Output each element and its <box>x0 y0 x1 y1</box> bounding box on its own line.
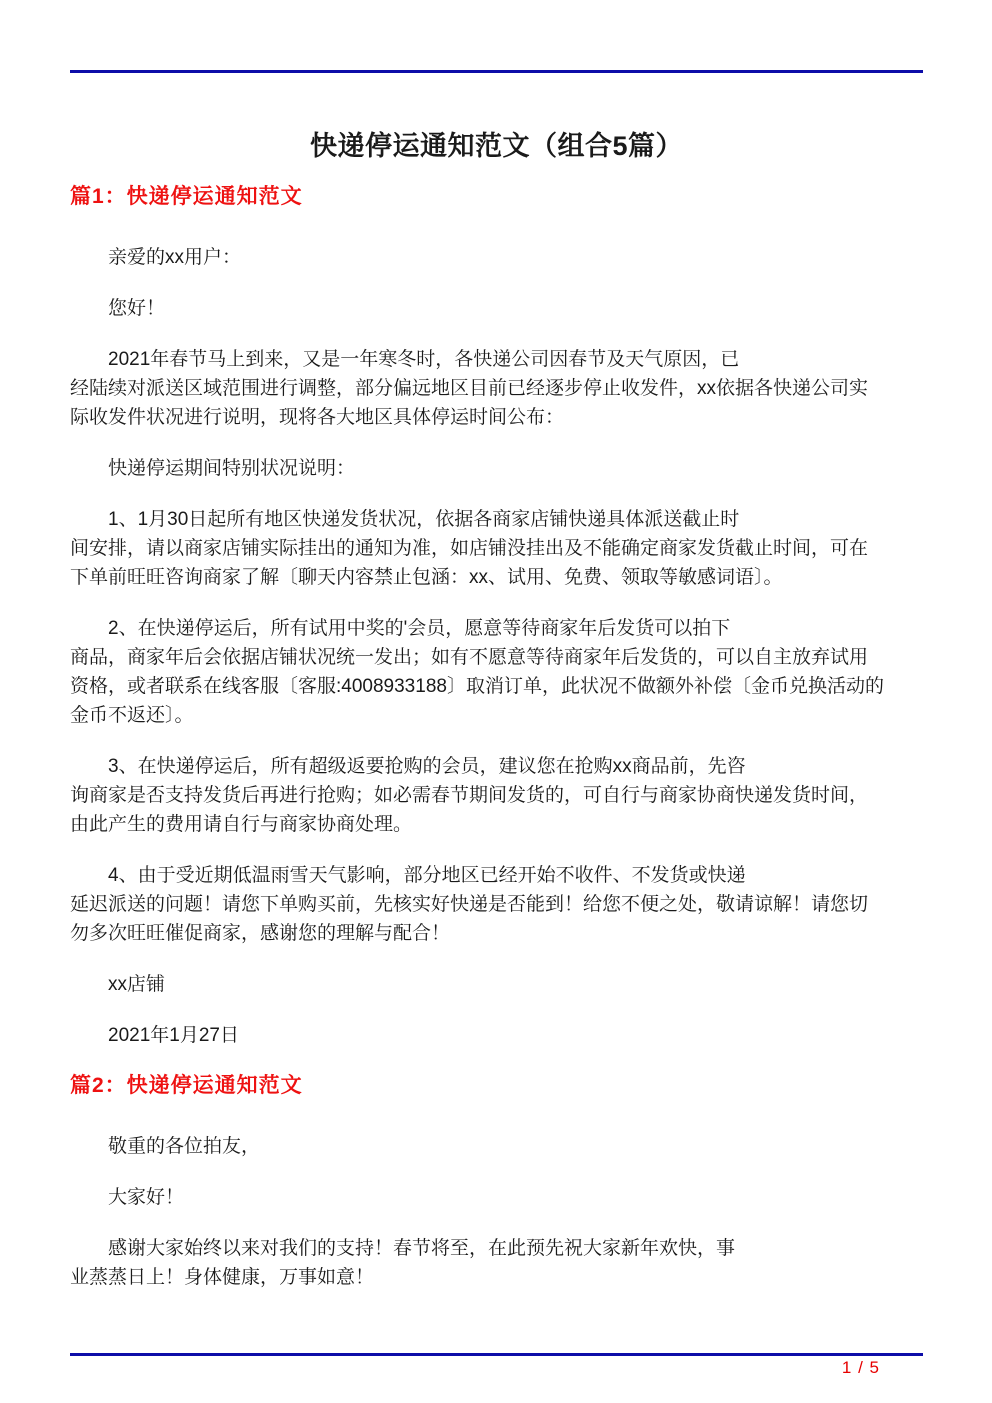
paragraph-line: 勿多次旺旺催促商家，感谢您的理解与配合！ <box>70 923 451 944</box>
paragraph <box>70 614 923 730</box>
paragraph-line: 2021年1月27日 <box>108 1025 239 1046</box>
paragraph-line: 您好！ <box>108 298 166 319</box>
paragraph <box>70 1132 923 1161</box>
paragraph-line: 快递停运期间特别状况说明： <box>108 458 356 479</box>
document-content <box>70 73 923 1314</box>
paragraph <box>70 752 923 839</box>
paragraph-line: 2021年春节马上到来，又是一年寒冬时，各快递公司因春节及天气原因，已 <box>108 349 740 370</box>
paragraph-line: 下单前旺旺咨询商家了解〔聊天内容禁止包涵：xx、试用、免费、领取等敏感词语〕。 <box>70 567 783 588</box>
paragraph-line: 资格，或者联系在线客服〔客服:4008933188〕取消订单，此状况不做额外补偿〔金币兑换活动的 <box>70 676 884 697</box>
page-number: 1 / 5 <box>841 1358 880 1377</box>
paragraph-line: 大家好！ <box>108 1187 185 1208</box>
paragraph-line: 询商家是否支持发货后再进行抢购；如必需春节期间发货的，可自行与商家协商快递发货时间， <box>70 785 869 806</box>
section-heading: 篇2：快递停运通知范文 <box>70 1074 303 1097</box>
paragraph <box>70 1021 923 1050</box>
paragraph-line: 间安排，请以商家店铺实际挂出的通知为准，如店铺没挂出及不能确定商家发货截止时间，可在 <box>70 538 869 559</box>
paragraph <box>70 1234 923 1292</box>
paragraph <box>70 505 923 592</box>
document-title: 快递停运通知范文（组合5篇） <box>309 131 683 161</box>
paragraph-line: 亲爱的xx用户： <box>108 247 242 268</box>
section-heading: 篇1：快递停运通知范文 <box>70 185 303 208</box>
paragraph-line: 际收发件状况进行说明，现将各大地区具体停运时间公布： <box>70 407 565 428</box>
notice-section <box>70 1072 923 1292</box>
paragraph <box>70 345 923 432</box>
paragraph-line: 3、在快递停运后，所有超级返要抢购的会员，建议您在抢购xx商品前，先咨 <box>108 756 746 777</box>
paragraph-line: 1、1月30日起所有地区快递发货状况，依据各商家店铺快递具体派送截止时 <box>108 509 740 530</box>
paragraph <box>70 861 923 948</box>
paragraph-line: 商品，商家年后会依据店铺状况统一发出；如有不愿意等待商家年后发货的，可以自主放弃试用 <box>70 647 869 668</box>
paragraph-line: xx店铺 <box>108 974 166 995</box>
bottom-divider <box>70 1353 923 1356</box>
paragraph-line: 业蒸蒸日上！身体健康，万事如意！ <box>70 1267 375 1288</box>
paragraph-line: 感谢大家始终以来对我们的支持！春节将至，在此预先祝大家新年欢快，事 <box>108 1238 736 1259</box>
document-body <box>70 183 923 1292</box>
paragraph-line: 由此产生的费用请自行与商家协商处理。 <box>70 814 413 835</box>
notice-section <box>70 183 923 1050</box>
paragraph <box>70 294 923 323</box>
paragraph <box>70 243 923 272</box>
paragraph <box>70 454 923 483</box>
paragraph <box>70 970 923 999</box>
paragraph-line: 2、在快递停运后，所有试用中奖的'会员，愿意等待商家年后发货可以拍下 <box>108 618 731 639</box>
paragraph-line: 金币不返还〕。 <box>70 705 194 726</box>
paragraph-line: 经陆续对派送区域范围进行调整，部分偏远地区目前已经逐步停止收发件，xx依据各快递公司实 <box>70 378 869 399</box>
paragraph-line: 敬重的各位拍友， <box>108 1136 261 1157</box>
paragraph-line: 4、由于受近期低温雨雪天气影响，部分地区已经开始不收件、不发货或快递 <box>108 865 746 886</box>
paragraph-line: 延迟派送的问题！请您下单购买前，先核实好快递是否能到！给您不便之处，敬请谅解！请您切 <box>70 894 869 915</box>
paragraph <box>70 1183 923 1212</box>
